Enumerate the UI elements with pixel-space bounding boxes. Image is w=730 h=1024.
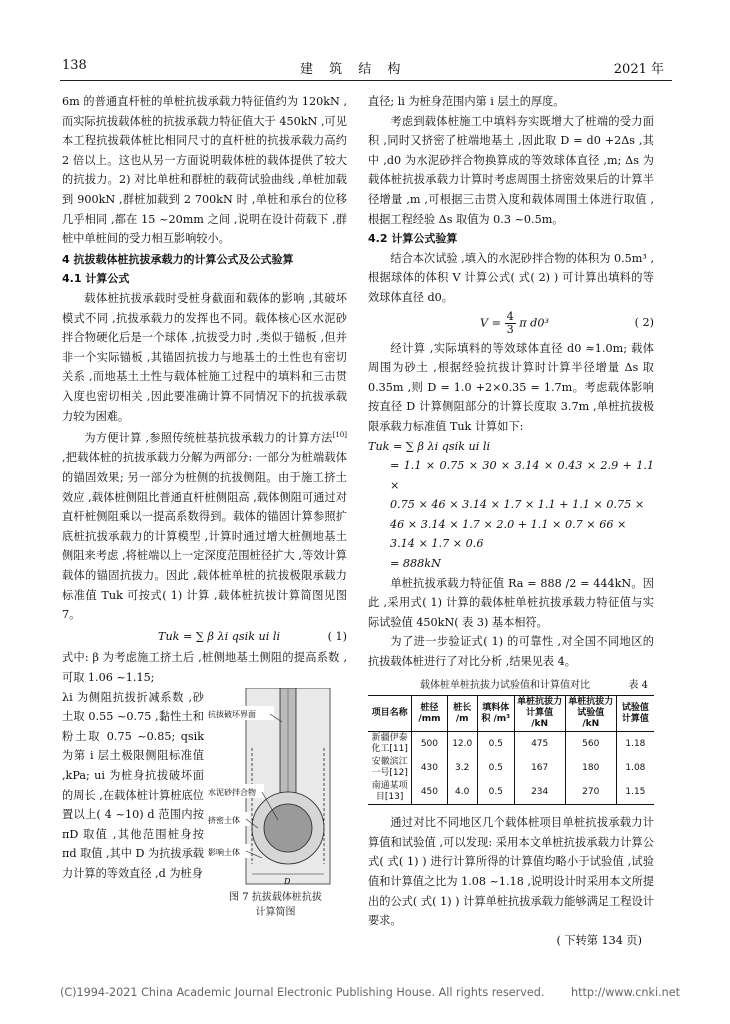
calc-line: = 1.1 × 0.75 × 30 × 3.14 × 0.43 × 2.9 + 1.1 ×: [390, 459, 654, 492]
table-header: 试验值计算值: [616, 696, 654, 732]
equation-2: V = $\frac{4}{3}$ π d0³ ( 2): [480, 309, 654, 336]
header-rule: [60, 80, 672, 81]
table-header: 桩长 /m: [447, 696, 477, 732]
fig-label-cement-mix: 水泥砂拌合物: [208, 787, 256, 797]
fig-label-affected-soil: 影响土体: [208, 847, 240, 857]
paragraph: 为了进一步验证式( 1) 的可靠性 ,对全国不同地区的抗拔载体桩进行了对比分析 ,结果见表 4。: [368, 635, 654, 669]
copyright-notice: (C)1994-2021 China Academic Journal Electronic Publishing House. All rights reserved.: [60, 986, 545, 999]
paragraph: 考虑到载体桩施工中填料夯实既增大了桩端的受力面积 ,同时又挤密了桩端地基土 ,因此取 D = d0 +2Δs ,其中 ,d0 为水泥砂拌合物换算成的等效球体直径 ,m; Δs 为载体桩抗拔承载力计算时考虑周围土挤密效果后的计算半径增量 ,m ,可根据三击贯入度和载体周围土体进行取值 ,根据工程经验 Δs 取值为 0.3 ~0.5m。: [368, 114, 654, 226]
table-title: 载体桩单桩抗拔力试验值和计算值对比: [420, 679, 590, 691]
calc-line: 3.14 × 1.7 × 0.6: [390, 537, 484, 551]
journal-title: 建 筑 结 构: [300, 62, 407, 77]
paragraph: 结合本次试验 ,填入的水泥砂拌合物的体积为 0.5m³ ,根据球体的体积 V 计算公式( 式( 2) ) 可计算出填料的等效球体直径 d0。: [368, 251, 654, 304]
section-heading-4-1: 4.1 计算公式: [62, 272, 130, 286]
calc-line: = 888kN: [390, 557, 441, 571]
paragraph: 为方便计算 ,参照传统桩基抗拔承载力的计算方法[10] ,把载体桩的抗拔承载力分解为两部分: 一部分为桩端载体的锚固效果; 另一部分为桩侧的抗拔侧阻。由于施工挤土效应 ,载体桩侧阻比普通直杆桩侧阻高 ,载体侧阻可通过对直杆桩侧阻乘以一提高系数得到。载体的锚固计算参照扩底桩抗拔承载力的计算模型 ,计算时通过增大桩侧地基土侧阻来考虑 ,将桩端以上一定深度范围桩径扩大 ,等效计算载体的锚固抗拔力。因此 ,载体桩单桩的抗拔极限承载力标准值 Tuk 可按式( 1) 计算 ,载体桩抗拔计算简图见图 7。: [62, 431, 347, 622]
paragraph: λi 为侧阻抗拔折减系数 ,砂土取 0.55 ~0.75 ,黏性土和粉土取 0.75 ~0.85; qsik 为第 i 层土极限侧阻标准值 ,kPa; ui 为桩身抗拔破坏面的周长 ,在载体桩计算桩底位置以上( 4 ~10) d 范围内按 πD 取值 ,其他范围桩身按 πd 取值 ,其中 D 为抗拔承载力计算的等效直径 ,d 为桩身: [62, 690, 204, 880]
journal-year: 2021 年: [613, 62, 664, 77]
paragraph: 经计算 ,实际填料的等效球体直径 d0 ≈1.0m; 载体周围为砂土 ,根据经验抗拔计算时计算半径增量 Δs 取 0.35m ,则 D = 1.0 +2×0.35 = 1.7m。考虑载体影响按直径 D 计算侧阻部分的计算长度取 3.7m ,单桩抗拔极限承载力标准值 Tuk 计算如下:: [368, 341, 654, 433]
figure-caption: 图 7 抗拔载体桩抗拔: [229, 891, 322, 903]
cnki-link[interactable]: http://www.cnki.net: [571, 986, 680, 999]
table-label: 表 4: [628, 679, 648, 691]
table-4: [368, 676, 654, 806]
calc-line: 0.75 × 46 × 3.14 × 1.7 × 1.1 + 1.1 × 0.75 ×: [390, 498, 645, 512]
continued-note: ( 下转第 134 页): [556, 933, 642, 947]
calc-line: Tuk = ∑ β λi qsik ui li: [368, 439, 491, 453]
citation[interactable]: [10]: [332, 431, 347, 440]
comparison-table: [368, 695, 654, 805]
pile-diagram: [206, 688, 346, 888]
section-heading-4: 4 抗拔载体桩抗拔承载力的计算公式及公式验算: [62, 252, 294, 266]
paragraph: 6m 的普通直杆桩的单桩抗拔承载力特征值约为 120kN ,而实际抗拔载体桩的抗拔承载力特征值大于 450kN ,可见本工程抗拔载体桩比相同尺寸的直杆桩的抗拔承载力高约 2 倍以上。这也从另一方面说明载体桩的载体提供了较大的抗拔力。2) 对比单桩和群桩的载荷试验曲线 ,单桩加载到 900kN ,群桩加载到 2 700kN 时 ,单桩和承台的位移几乎相同 ,都在 15 ~20mm 之间 ,说明在设计荷载下 ,群桩中单桩间的受力相互影响较小。: [62, 95, 347, 246]
fig-label-compacted-soil: 挤密土体: [208, 815, 240, 825]
paragraph: 载体桩抗拔承载时受桩身截面和载体的影响 ,其破坏模式不同 ,抗拔承载力的发挥也不同。载体核心区水泥砂拌合物硬化后是一个球体 ,抗拔受力时 ,类似于锚板 ,但并非一个实际锚板 ,其锚固抗拔力与地基土的土性也有密切关系 ,而地基土土性与载体桩施工过程中的填料和三击贯入度也密切相关 ,因此要准确计算不同情况下的抗拔承载力较为困难。: [62, 291, 347, 423]
paragraph: 单桩抗拔承载力特征值 Ra = 888 /2 = 444kN。因此 ,采用式( 1) 计算的载体桩单桩抗拔承载力特征值与实际试验值 450kN( 表 3) 基本相符。: [368, 576, 654, 629]
table-row: 南通某项目[13] 450 4.0 0.5 234 270 1.15: [368, 780, 654, 805]
equation-1: Tuk = ∑ β λi qsik ui li ( 1): [158, 629, 347, 643]
calculation: [368, 437, 654, 574]
table-header: 单桩抗拔力试验值 /kN: [565, 696, 616, 732]
figure-caption: 计算简图: [255, 906, 296, 918]
page-number: 138: [62, 58, 87, 73]
left-column: [62, 92, 347, 920]
calc-line: 46 × 3.14 × 1.7 × 2.0 + 1.1 × 0.7 × 66 ×: [390, 517, 627, 531]
table-header: 单桩抗拔力计算值 /kN: [514, 696, 565, 732]
table-header: 项目名称: [368, 696, 412, 732]
paragraph: 通过对比不同地区几个载体桩项目单桩抗拔承载力计算值和试验值 ,可以发现: 采用本文单桩抗拔承载力计算公式( 式( 1) ) 进行计算所得的计算值均略小于试验值 ,试验值和计算值之比为 1.08 ~1.18 ,说明设计时采用本文所提出的公式( 式( 1) ) 计算单桩抗拔承载力能够满足工程设计要求。: [368, 816, 654, 928]
paragraph: 直径; li 为桩身范围内第 i 层土的厚度。: [368, 95, 565, 108]
table-header: 填料体积 /m³: [477, 696, 514, 732]
figure-7: [204, 688, 347, 920]
table-row: 安徽滨江一号[12] 430 3.2 0.5 167 180 1.08: [368, 756, 654, 780]
right-column: [368, 92, 654, 950]
section-heading-4-2: 4.2 计算公式验算: [368, 232, 458, 246]
table-header: 桩径 /mm: [412, 696, 447, 732]
paragraph: 式中: β 为考虑施工挤土后 ,桩侧地基土侧阻的提高系数 ,可取 1.06 ~1.15;: [62, 651, 347, 684]
table-row: 新疆伊泰化工[11] 500 12.0 0.5 475 560 1.18: [368, 732, 654, 757]
fig-label-D: D: [284, 876, 291, 886]
fig-label-failure-interface: 抗拔破坏界面: [208, 709, 256, 719]
